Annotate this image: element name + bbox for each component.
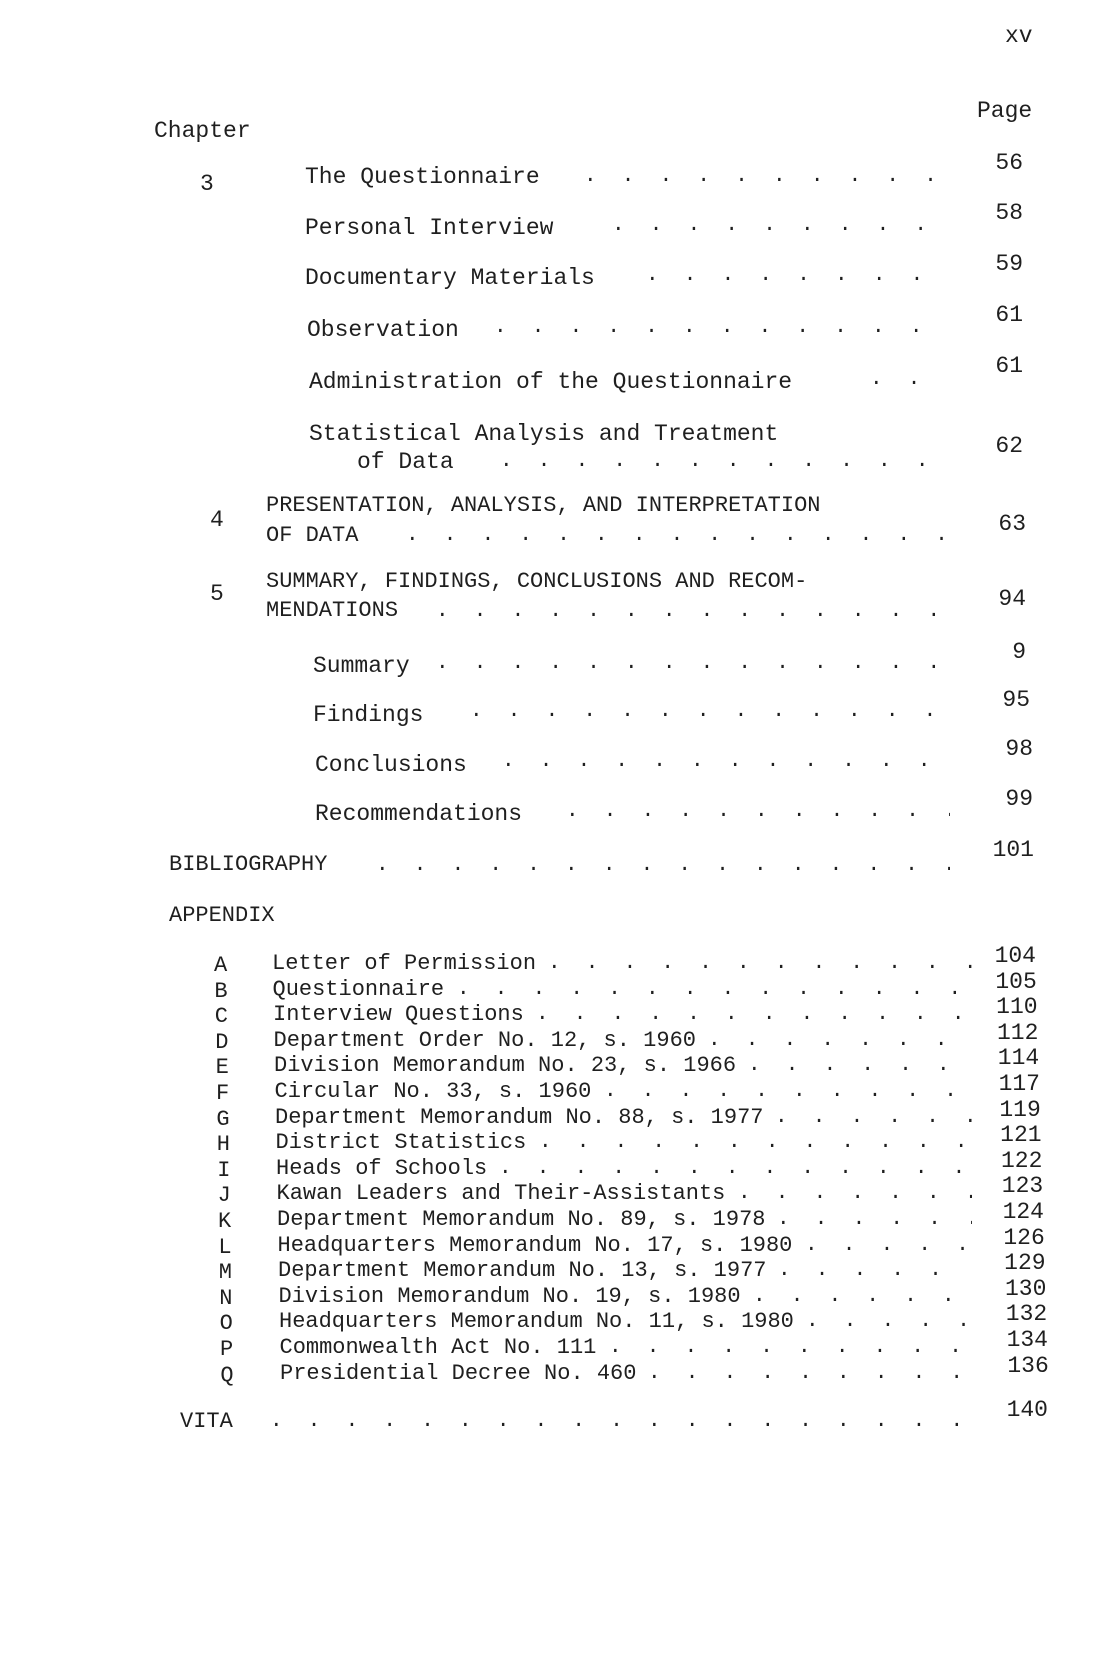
appendix-page: 136 — [1007, 1353, 1049, 1379]
appendix-page: 124 — [1002, 1199, 1044, 1225]
appendix-label: Department Memorandum No. 88, s. 1977 — [275, 1105, 764, 1130]
chapter-number: 5 — [210, 581, 224, 607]
dot-leader — [748, 1054, 972, 1078]
appendix-page: 132 — [1005, 1301, 1048, 1327]
dot-leader — [436, 600, 944, 624]
dot-leader — [470, 700, 950, 724]
appendix-page: 126 — [1003, 1225, 1045, 1251]
dot-leader — [753, 1285, 972, 1309]
dot-leader — [646, 264, 944, 288]
toc-entry-page: 63 — [998, 511, 1026, 537]
appendix-label: Department Order No. 12, s. 1960 — [273, 1028, 696, 1053]
appendix-page: 129 — [1004, 1250, 1046, 1276]
chapter-number: 3 — [200, 171, 214, 197]
page-number: xv — [1005, 23, 1033, 49]
appendix-letter: J — [217, 1183, 231, 1208]
toc-entry-label: BIBLIOGRAPHY — [169, 852, 328, 877]
appendix-letter: P — [220, 1337, 234, 1362]
toc-entry-page: 9 — [1012, 639, 1026, 665]
chapter-column-header: Chapter — [154, 118, 251, 144]
toc-entry-label: PRESENTATION, ANALYSIS, AND INTERPRETATION — [266, 493, 821, 518]
appendix-page: 130 — [1004, 1276, 1047, 1302]
toc-entry-page: 140 — [1006, 1397, 1048, 1423]
appendix-label: Kawan Leaders and Their-Assistants — [276, 1181, 726, 1206]
dot-leader — [738, 1182, 972, 1206]
appendix-letter: H — [216, 1132, 230, 1157]
toc-entry-page: 62 — [995, 433, 1023, 459]
dot-leader — [648, 1362, 972, 1386]
toc-entry-label: VITA — [180, 1409, 233, 1434]
dot-leader — [548, 952, 972, 976]
toc-entry-label: Personal Interview — [305, 215, 554, 241]
dot-leader — [604, 1080, 972, 1104]
dot-leader — [376, 854, 950, 878]
toc-entry-label: Conclusions — [315, 752, 467, 778]
dot-leader — [806, 1310, 972, 1334]
appendix-letter: K — [218, 1209, 232, 1234]
toc-entry-page: 58 — [995, 200, 1023, 226]
appendix-letter: L — [218, 1235, 232, 1260]
dot-leader — [539, 1131, 972, 1155]
dot-leader — [566, 800, 950, 824]
appendix-page: 114 — [997, 1045, 1040, 1071]
appendix-letter: M — [218, 1260, 232, 1285]
dot-leader — [870, 368, 944, 392]
dot-leader — [406, 524, 944, 548]
dot-leader — [777, 1208, 972, 1232]
appendix-label: Presidential Decree No. 460 — [280, 1361, 637, 1386]
appendix-label: Letter of Permission — [272, 951, 537, 976]
appendix-letter: B — [214, 979, 228, 1004]
toc-entry-label: Documentary Materials — [305, 265, 595, 291]
dot-leader — [502, 750, 950, 774]
appendix-label: Division Memorandum No. 23, s. 1966 — [274, 1053, 737, 1078]
appendix-page: 105 — [995, 969, 1037, 995]
appendix-letter: F — [216, 1081, 230, 1106]
dot-leader — [775, 1106, 972, 1130]
appendix-page: 110 — [996, 994, 1038, 1020]
appendix-label: Questionnaire — [272, 977, 445, 1002]
appendix-page: 117 — [998, 1071, 1040, 1097]
appendix-label: District Statistics — [275, 1130, 527, 1155]
appendix-label: Interview Questions — [273, 1002, 524, 1027]
dot-leader — [270, 1410, 970, 1434]
appendix-heading: APPENDIX — [169, 903, 275, 928]
appendix-letter: E — [215, 1055, 229, 1080]
toc-entry-label: Findings — [313, 702, 424, 728]
toc-entry-label: Administration of the Questionnaire — [309, 369, 793, 395]
appendix-label: Circular No. 33, s. 1960 — [274, 1079, 592, 1104]
dot-leader — [805, 1234, 972, 1258]
toc-entry-page: 99 — [1005, 786, 1033, 812]
toc-entry-label: Recommendations — [315, 801, 523, 827]
toc-entry-page: 61 — [995, 302, 1023, 328]
appendix-label: Heads of Schools — [276, 1156, 488, 1181]
appendix-page: 123 — [1001, 1173, 1044, 1199]
toc-entry-label-continued: MENDATIONS — [266, 598, 399, 623]
toc-entry-page: 95 — [1002, 687, 1030, 713]
appendix-page: 122 — [1000, 1148, 1043, 1174]
appendix-letter: I — [217, 1158, 231, 1183]
toc-entry-page: 101 — [992, 837, 1034, 863]
dot-leader — [500, 450, 944, 474]
dot-leader — [609, 1336, 972, 1360]
dot-leader — [436, 652, 944, 676]
appendix-label: Department Memorandum No. 13, s. 1977 — [278, 1258, 767, 1283]
toc-entry-label: Observation — [307, 317, 459, 343]
toc-entry-label: SUMMARY, FINDINGS, CONCLUSIONS AND RECOM- — [266, 569, 808, 594]
dot-leader — [499, 1157, 972, 1181]
appendix-page: 104 — [994, 943, 1036, 969]
toc-entry-label-continued: OF DATA — [266, 523, 359, 548]
toc-entry-page: 59 — [995, 251, 1023, 277]
toc-entry-page: 98 — [1005, 736, 1033, 762]
dot-leader — [494, 316, 944, 340]
appendix-letter: N — [219, 1286, 233, 1311]
appendix-letter: A — [214, 953, 228, 978]
appendix-label: Department Memorandum No. 89, s. 1978 — [277, 1207, 766, 1232]
dot-leader — [584, 165, 944, 189]
appendix-label: Headquarters Memorandum No. 11, s. 1980 — [279, 1309, 794, 1334]
chapter-number: 4 — [210, 507, 224, 533]
appendix-label: Division Memorandum No. 19, s. 1980 — [278, 1284, 741, 1309]
appendix-page: 112 — [996, 1020, 1039, 1046]
appendix-letter: Q — [220, 1363, 234, 1388]
toc-entry-label: Summary — [313, 653, 410, 679]
appendix-label: Headquarters Memorandum No. 17, s. 1980 — [277, 1233, 793, 1258]
appendix-letter: G — [216, 1107, 230, 1132]
appendix-page: 134 — [1006, 1327, 1048, 1353]
appendix-letter: C — [214, 1004, 228, 1029]
dot-leader — [612, 214, 944, 238]
appendix-label: Commonwealth Act No. 111 — [279, 1335, 597, 1360]
toc-entry-page: 61 — [995, 353, 1023, 379]
toc-entry-label: The Questionnaire — [305, 164, 540, 190]
dot-leader — [778, 1259, 972, 1283]
appendix-letter: D — [215, 1030, 229, 1055]
toc-entry-label-continued: of Data — [357, 449, 454, 475]
appendix-letter: O — [219, 1311, 233, 1336]
toc-entry-label: Statistical Analysis and Treatment — [309, 421, 779, 447]
page-column-header: Page — [977, 98, 1033, 124]
dot-leader — [708, 1029, 972, 1053]
appendix-page: 121 — [1000, 1122, 1042, 1148]
toc-entry-page: 94 — [998, 586, 1026, 612]
appendix-page: 119 — [999, 1097, 1041, 1123]
dot-leader — [457, 978, 972, 1002]
toc-entry-page: 56 — [995, 150, 1023, 176]
dot-leader — [536, 1003, 972, 1027]
